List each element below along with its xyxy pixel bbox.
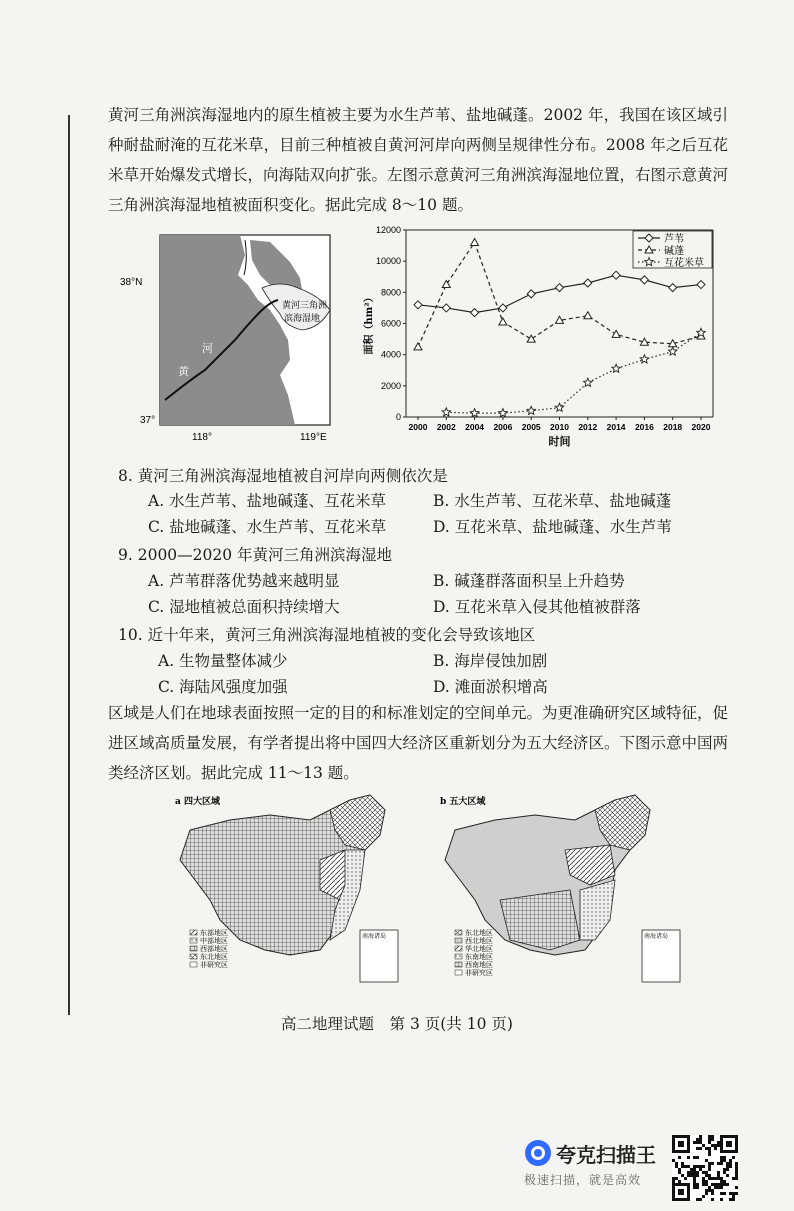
- china-region-maps: [170, 790, 680, 990]
- map-b-legend: [455, 928, 493, 977]
- map-a: [175, 795, 398, 982]
- series-line: [418, 242, 701, 346]
- q10-option-c: C. 海陆风强度加强: [158, 678, 288, 696]
- q9-option-b: B. 碱蓬群落面积呈上升趋势: [433, 572, 625, 590]
- x-tick-label: 2010: [550, 422, 569, 432]
- q10-stem: 10. 近十年来，黄河三角洲滨海湿地植被的变化会导致该地区: [118, 626, 536, 644]
- data-point: [584, 279, 592, 287]
- q9-option-a: A. 芦苇群落优势越来越明显: [148, 572, 340, 590]
- q8-option-c: C. 盐地碱蓬、水生芦苇、互花米草: [148, 518, 387, 536]
- series-0: [414, 271, 705, 316]
- data-point: [527, 335, 535, 342]
- data-point: [668, 347, 677, 355]
- data-point: [612, 271, 620, 279]
- map-b-southeast: [580, 880, 615, 940]
- map-b-title: b 五大区域: [440, 797, 486, 807]
- svg-text:西部地区: 西部地区: [200, 945, 228, 953]
- y-tick-label: 0: [395, 412, 401, 422]
- y-tick-label: 8000: [380, 287, 401, 298]
- y-tick-label: 12000: [375, 225, 401, 235]
- series-2: [442, 328, 705, 416]
- q8-stem: 8. 黄河三角洲滨海湿地植被自河岸向两侧依次是: [118, 467, 448, 485]
- data-point: [669, 284, 677, 292]
- data-point: [499, 318, 507, 325]
- legend-label: 芦苇: [664, 234, 684, 245]
- chart-series: [414, 238, 705, 416]
- y-tick-label: 2000: [380, 380, 401, 391]
- data-point: [645, 234, 653, 242]
- q8-option-d: D. 互花米草、盐地碱蓬、水生芦苇: [433, 518, 672, 536]
- svg-text:西北地区: 西北地区: [465, 937, 493, 945]
- brand-name: 夸克扫描王: [556, 1143, 656, 1167]
- brand-slogan: 极速扫描，就是高效: [524, 1173, 642, 1187]
- delta-location-map: [120, 230, 350, 443]
- data-point: [640, 355, 649, 363]
- x-tick-label: 2016: [634, 422, 654, 432]
- data-point: [414, 301, 422, 309]
- svg-text:华北地区: 华北地区: [465, 945, 493, 953]
- q10-option-a: A. 生物量整体减少: [158, 652, 288, 670]
- scanner-brand: [520, 1133, 670, 1193]
- y-tick-label: 4000: [380, 349, 401, 360]
- data-point: [414, 343, 422, 350]
- data-point: [584, 312, 592, 319]
- legend-label: 互花米草: [664, 258, 704, 269]
- svg-text:西南地区: 西南地区: [465, 961, 493, 969]
- q9-option-c: C. 湿地植被总面积持续增大: [148, 598, 340, 616]
- data-point: [555, 403, 564, 411]
- data-point: [470, 409, 479, 417]
- map-b-inset-label: 南海诸岛: [644, 933, 669, 940]
- map-a-inset-label: 南海诸岛: [362, 933, 387, 940]
- data-point: [612, 330, 620, 337]
- scanner-logo-icon: [524, 1139, 552, 1167]
- svg-text:非研究区: 非研究区: [200, 961, 228, 969]
- legend-label: 碱蓬: [664, 246, 684, 257]
- q10-option-d: D. 滩面淤积增高: [433, 678, 548, 696]
- page-footer: 高二地理试题 第 3 页(共 10 页): [281, 1015, 513, 1033]
- map-a-legend: [190, 928, 228, 969]
- data-point: [697, 281, 705, 289]
- q9-option-d: D. 互花米草入侵其他植被群落: [433, 598, 641, 616]
- svg-text:东南地区: 东南地区: [465, 953, 493, 961]
- river-label-he: 河: [202, 342, 213, 355]
- lat-37: 37°: [140, 415, 156, 426]
- x-tick-label: 2005: [521, 422, 541, 432]
- x-tick-label: 2002: [436, 422, 456, 432]
- data-point: [556, 284, 564, 292]
- svg-text:中部地区: 中部地区: [200, 937, 228, 945]
- x-tick-label: 2000: [408, 422, 428, 432]
- series-line: [446, 333, 701, 413]
- data-point: [442, 281, 450, 288]
- q8-option-b: B. 水生芦苇、互花米草、盐地碱蓬: [433, 492, 672, 510]
- data-point: [499, 409, 508, 417]
- y-axis-label: 面积（hm²）: [364, 292, 375, 355]
- chart-legend: [633, 231, 712, 269]
- data-point: [442, 408, 451, 416]
- svg-text:非研究区: 非研究区: [465, 969, 493, 977]
- lon-119: 119°E: [300, 432, 327, 443]
- x-tick-label: 2006: [493, 422, 513, 432]
- data-point: [499, 304, 507, 312]
- data-point: [471, 238, 479, 245]
- x-tick-label: 2004: [465, 422, 485, 432]
- lat-38: 38°N: [120, 277, 143, 288]
- q10-option-b: B. 海岸侵蚀加剧: [433, 652, 548, 670]
- wetland-label-2: 滨海湿地: [284, 314, 321, 324]
- series-1: [414, 238, 705, 349]
- data-point: [527, 406, 536, 414]
- x-tick-label: 2014: [606, 422, 626, 432]
- y-tick-label: 6000: [380, 318, 401, 329]
- y-tick-label: 10000: [375, 256, 401, 267]
- map-b: [440, 795, 680, 982]
- passage-2: 区域是人们在地球表面按照一定的目的和标准划定的空间单元。为更准确研究区域特征，促进区域高质量发展，有学者提出将中国四大经济区重新划分为五大经济区。下图示意中国两类经济区划。据此完成 11～13 题。: [108, 704, 729, 782]
- data-point: [584, 378, 593, 386]
- x-tick-label: 2020: [691, 422, 711, 432]
- map-a-title: a 四大区域: [175, 797, 220, 807]
- series-line: [418, 275, 701, 312]
- q9-stem: 9. 2000—2020 年黄河三角洲滨海湿地: [118, 546, 393, 564]
- lon-118: 118°: [192, 432, 212, 443]
- margin-line: [68, 115, 70, 1015]
- wetland-label-1: 黄河三角洲: [282, 301, 328, 311]
- passage-1: 黄河三角洲滨海湿地内的原生植被主要为水生芦苇、盐地碱蓬。2002 年，我国在该区域引种耐盐耐淹的互花米草，目前三种植被自黄河河岸向两侧呈规律性分布。2008 年之后互花米草开始爆发式增长，向海陆双向扩张。左图示意黄河三角洲滨海湿地位置，右图示意黄河三角洲滨海湿地植被面积变化。据此完成 8～10 题。: [108, 106, 729, 214]
- data-point: [442, 304, 450, 312]
- svg-text:东部地区: 东部地区: [200, 929, 228, 937]
- qr-code-icon: [672, 1135, 738, 1201]
- data-point: [645, 258, 654, 266]
- data-point: [612, 364, 621, 372]
- x-axis-label: 时间: [548, 435, 571, 448]
- river-label-huang: 黄: [178, 365, 189, 378]
- q8-option-a: A. 水生芦苇、盐地碱蓬、互花米草: [148, 492, 387, 510]
- data-point: [471, 309, 479, 317]
- svg-text:东北地区: 东北地区: [465, 929, 493, 937]
- svg-text:东北地区: 东北地区: [200, 953, 228, 961]
- data-point: [527, 290, 535, 298]
- chart-axes: [362, 225, 713, 448]
- x-tick-label: 2018: [663, 422, 683, 432]
- vegetation-area-chart: [358, 220, 730, 455]
- x-tick-label: 2012: [578, 422, 598, 432]
- data-point: [640, 276, 648, 284]
